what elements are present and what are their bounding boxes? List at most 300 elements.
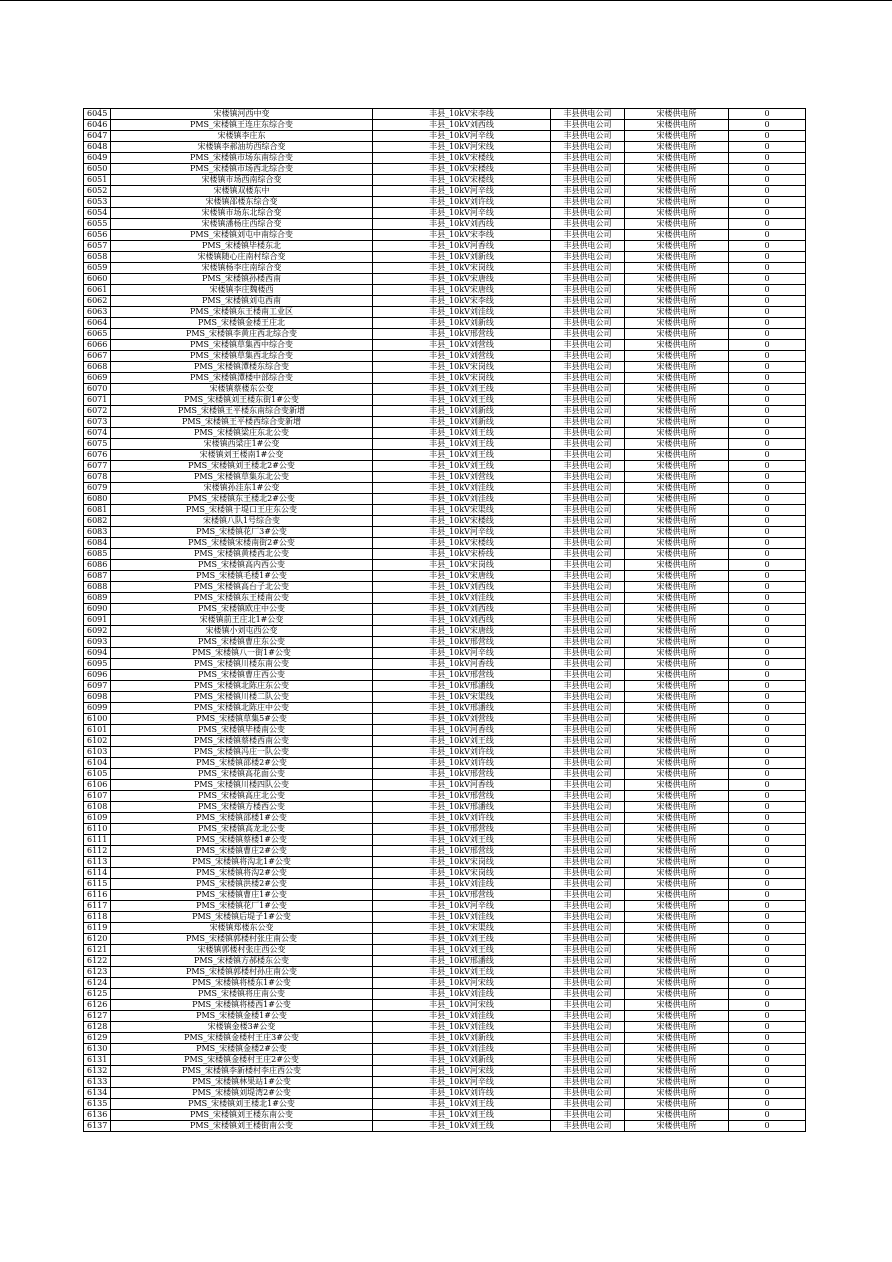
substation-name-cell: PMS_宋楼镇曹庄东公变 [111,637,373,648]
table-row [84,307,806,318]
line-name-cell: 丰县_10kV邢营线 [373,890,551,901]
line-name-cell: 丰县_10kV刘营线 [373,472,551,483]
row-id-cell: 6129 [84,1033,111,1044]
line-name-cell: 丰县_10kV宋唐线 [373,285,551,296]
table-row [84,692,806,703]
row-id-cell: 6083 [84,527,111,538]
company-cell: 丰县供电公司 [551,362,625,373]
value-cell: 0 [729,351,806,362]
station-cell: 宋楼供电所 [625,285,729,296]
station-cell: 宋楼供电所 [625,1011,729,1022]
table-row [84,835,806,846]
table-row [84,659,806,670]
station-cell: 宋楼供电所 [625,406,729,417]
row-id-cell: 6133 [84,1077,111,1088]
company-cell: 丰县供电公司 [551,593,625,604]
value-cell: 0 [729,241,806,252]
company-cell: 丰县供电公司 [551,802,625,813]
station-cell: 宋楼供电所 [625,208,729,219]
company-cell: 丰县供电公司 [551,516,625,527]
value-cell: 0 [729,747,806,758]
station-cell: 宋楼供电所 [625,1033,729,1044]
station-cell: 宋楼供电所 [625,120,729,131]
table-row [84,802,806,813]
company-cell: 丰县供电公司 [551,560,625,571]
substation-name-cell: 宋楼镇小刘屯西公变 [111,626,373,637]
station-cell: 宋楼供电所 [625,747,729,758]
value-cell: 0 [729,230,806,241]
value-cell: 0 [729,329,806,340]
value-cell: 0 [729,538,806,549]
company-cell: 丰县供电公司 [551,934,625,945]
company-cell: 丰县供电公司 [551,1066,625,1077]
value-cell: 0 [729,945,806,956]
line-name-cell: 丰县_10kV河辛线 [373,527,551,538]
substation-name-cell: PMS_宋楼镇将楼西1#公变 [111,1000,373,1011]
value-cell: 0 [729,428,806,439]
table-row [84,615,806,626]
substation-name-cell: PMS_宋楼镇曹庄1#公变 [111,890,373,901]
value-cell: 0 [729,175,806,186]
company-cell: 丰县供电公司 [551,252,625,263]
row-id-cell: 6093 [84,637,111,648]
line-name-cell: 丰县_10kV刘王线 [373,736,551,747]
line-name-cell: 丰县_10kV河辛线 [373,648,551,659]
station-cell: 宋楼供电所 [625,230,729,241]
substation-name-cell: PMS_宋楼镇蔡楼西南公变 [111,736,373,747]
company-cell: 丰县供电公司 [551,439,625,450]
station-cell: 宋楼供电所 [625,626,729,637]
table-row [84,362,806,373]
station-cell: 宋楼供电所 [625,593,729,604]
substation-name-cell: PMS_宋楼镇八一街1#公变 [111,648,373,659]
substation-name-cell: PMS_宋楼镇王连庄东综合变 [111,120,373,131]
company-cell: 丰县供电公司 [551,461,625,472]
value-cell: 0 [729,417,806,428]
value-cell: 0 [729,890,806,901]
row-id-cell: 6078 [84,472,111,483]
company-cell: 丰县供电公司 [551,901,625,912]
value-cell: 0 [729,956,806,967]
value-cell: 0 [729,791,806,802]
company-cell: 丰县供电公司 [551,417,625,428]
row-id-cell: 6082 [84,516,111,527]
value-cell: 0 [729,1121,806,1132]
line-name-cell: 丰县_10kV刘洼线 [373,494,551,505]
line-name-cell: 丰县_10kV邢潘线 [373,802,551,813]
row-id-cell: 6080 [84,494,111,505]
line-name-cell: 丰县_10kV河香线 [373,659,551,670]
company-cell: 丰县供电公司 [551,670,625,681]
row-id-cell: 6049 [84,153,111,164]
table-row [84,560,806,571]
substation-name-cell: PMS_宋楼镇林果站1#公变 [111,1077,373,1088]
company-cell: 丰县供电公司 [551,472,625,483]
row-id-cell: 6107 [84,791,111,802]
station-cell: 宋楼供电所 [625,461,729,472]
company-cell: 丰县供电公司 [551,450,625,461]
table-row [84,208,806,219]
value-cell: 0 [729,131,806,142]
row-id-cell: 6066 [84,340,111,351]
line-name-cell: 丰县_10kV邢营线 [373,637,551,648]
table-row [84,219,806,230]
station-cell: 宋楼供电所 [625,934,729,945]
line-name-cell: 丰县_10kV刘王线 [373,934,551,945]
line-name-cell: 丰县_10kV宋唐线 [373,274,551,285]
substation-name-cell: PMS_宋楼镇将楼东1#公变 [111,978,373,989]
station-cell: 宋楼供电所 [625,373,729,384]
line-name-cell: 丰县_10kV河香线 [373,725,551,736]
table-row [84,923,806,934]
table-row [84,175,806,186]
value-cell: 0 [729,285,806,296]
substation-name-cell: PMS_宋楼镇邵楼1#公变 [111,813,373,824]
line-name-cell: 丰县_10kV邢营线 [373,824,551,835]
row-id-cell: 6075 [84,439,111,450]
table-row [84,934,806,945]
station-cell: 宋楼供电所 [625,263,729,274]
table-row [84,879,806,890]
row-id-cell: 6137 [84,1121,111,1132]
line-name-cell: 丰县_10kV刘新线 [373,406,551,417]
company-cell: 丰县供电公司 [551,549,625,560]
substation-name-cell: 宋楼镇潘杨庄西综合变 [111,219,373,230]
station-cell: 宋楼供电所 [625,318,729,329]
row-id-cell: 6112 [84,846,111,857]
row-id-cell: 6123 [84,967,111,978]
line-name-cell: 丰县_10kV刘洼线 [373,1022,551,1033]
line-name-cell: 丰县_10kV刘西线 [373,120,551,131]
table-row [84,318,806,329]
station-cell: 宋楼供电所 [625,978,729,989]
row-id-cell: 6046 [84,120,111,131]
substation-name-cell: PMS_宋楼镇北陈庄中公变 [111,703,373,714]
line-name-cell: 丰县_10kV刘营线 [373,351,551,362]
row-id-cell: 6051 [84,175,111,186]
station-cell: 宋楼供电所 [625,241,729,252]
station-cell: 宋楼供电所 [625,736,729,747]
substation-name-cell: 宋楼镇李庄魏楼西 [111,285,373,296]
substation-name-cell: 宋楼镇双楼东中 [111,186,373,197]
substation-name-cell: 宋楼镇八队1号综合变 [111,516,373,527]
station-cell: 宋楼供电所 [625,164,729,175]
table-row [84,967,806,978]
company-cell: 丰县供电公司 [551,263,625,274]
company-cell: 丰县供电公司 [551,428,625,439]
company-cell: 丰县供电公司 [551,1011,625,1022]
value-cell: 0 [729,560,806,571]
table-row [84,703,806,714]
company-cell: 丰县供电公司 [551,120,625,131]
substation-name-cell: PMS_宋楼镇金楼2#公变 [111,1044,373,1055]
substation-name-cell: 宋楼镇郑楼东公变 [111,923,373,934]
company-cell: 丰县供电公司 [551,681,625,692]
station-cell: 宋楼供电所 [625,989,729,1000]
table-body [84,109,806,1132]
company-cell: 丰县供电公司 [551,538,625,549]
company-cell: 丰县供电公司 [551,274,625,285]
company-cell: 丰县供电公司 [551,989,625,1000]
station-cell: 宋楼供电所 [625,681,729,692]
station-cell: 宋楼供电所 [625,571,729,582]
company-cell: 丰县供电公司 [551,219,625,230]
line-name-cell: 丰县_10kV刘王线 [373,1099,551,1110]
station-cell: 宋楼供电所 [625,384,729,395]
row-id-cell: 6071 [84,395,111,406]
substation-name-cell: PMS_宋楼镇草集西北综合变 [111,351,373,362]
station-cell: 宋楼供电所 [625,1000,729,1011]
substation-name-cell: 宋楼镇杨李庄南综合变 [111,263,373,274]
value-cell: 0 [729,439,806,450]
row-id-cell: 6111 [84,835,111,846]
substation-name-cell: PMS_宋楼镇潭楼东综合变 [111,362,373,373]
value-cell: 0 [729,549,806,560]
table-row [84,384,806,395]
value-cell: 0 [729,736,806,747]
table-row [84,230,806,241]
table-row [84,142,806,153]
company-cell: 丰县供电公司 [551,1121,625,1132]
table-row [84,494,806,505]
company-cell: 丰县供电公司 [551,175,625,186]
station-cell: 宋楼供电所 [625,494,729,505]
value-cell: 0 [729,120,806,131]
table-row [84,406,806,417]
line-name-cell: 丰县_10kV刘洼线 [373,593,551,604]
value-cell: 0 [729,516,806,527]
value-cell: 0 [729,164,806,175]
station-cell: 宋楼供电所 [625,549,729,560]
substation-name-cell: 宋楼镇邵楼东综合变 [111,197,373,208]
table-row [84,109,806,120]
substation-name-cell: PMS_宋楼镇毛楼1#公变 [111,571,373,582]
line-name-cell: 丰县_10kV刘西线 [373,219,551,230]
table-row [84,274,806,285]
substation-name-cell: PMS_宋楼镇高内西公变 [111,560,373,571]
company-cell: 丰县供电公司 [551,164,625,175]
company-cell: 丰县供电公司 [551,846,625,857]
table-row [84,978,806,989]
value-cell: 0 [729,604,806,615]
company-cell: 丰县供电公司 [551,956,625,967]
station-cell: 宋楼供电所 [625,109,729,120]
company-cell: 丰县供电公司 [551,340,625,351]
line-name-cell: 丰县_10kV刘西线 [373,604,551,615]
table-row [84,604,806,615]
line-name-cell: 丰县_10kV刘洼线 [373,879,551,890]
line-name-cell: 丰县_10kV宋渠线 [373,923,551,934]
station-cell: 宋楼供电所 [625,923,729,934]
substation-name-cell: PMS_宋楼镇川楼东南公变 [111,659,373,670]
table-row [84,593,806,604]
substation-name-cell: PMS_宋楼镇李黄庄西北综合变 [111,329,373,340]
line-name-cell: 丰县_10kV刘洼线 [373,912,551,923]
table-row [84,527,806,538]
substation-name-cell: PMS_宋楼镇刘屯中南综合变 [111,230,373,241]
company-cell: 丰县供电公司 [551,1033,625,1044]
station-cell: 宋楼供电所 [625,175,729,186]
substation-name-cell: PMS_宋楼镇将沟北1#公变 [111,857,373,868]
station-cell: 宋楼供电所 [625,857,729,868]
table-row [84,285,806,296]
substation-name-cell: PMS_宋楼镇东王楼南工业区 [111,307,373,318]
station-cell: 宋楼供电所 [625,351,729,362]
company-cell: 丰县供电公司 [551,725,625,736]
substation-name-cell: PMS_宋楼镇高花面公变 [111,769,373,780]
line-name-cell: 丰县_10kV宋岗线 [373,362,551,373]
value-cell: 0 [729,824,806,835]
value-cell: 0 [729,637,806,648]
row-id-cell: 6132 [84,1066,111,1077]
value-cell: 0 [729,197,806,208]
value-cell: 0 [729,813,806,824]
line-name-cell: 丰县_10kV刘新线 [373,318,551,329]
table-row [84,197,806,208]
company-cell: 丰县供电公司 [551,945,625,956]
station-cell: 宋楼供电所 [625,1077,729,1088]
substation-name-cell: PMS_宋楼镇洪楼2#公变 [111,879,373,890]
station-cell: 宋楼供电所 [625,802,729,813]
substation-name-cell: PMS_宋楼镇刘王楼北2#公变 [111,461,373,472]
substation-name-cell: PMS_宋楼镇刘王楼北1#公变 [111,1099,373,1110]
company-cell: 丰县供电公司 [551,109,625,120]
row-id-cell: 6098 [84,692,111,703]
station-cell: 宋楼供电所 [625,472,729,483]
table-row [84,648,806,659]
value-cell: 0 [729,450,806,461]
substation-name-cell: PMS_宋楼镇草集西中综合变 [111,340,373,351]
line-name-cell: 丰县_10kV宋岗线 [373,373,551,384]
line-name-cell: 丰县_10kV刘洼线 [373,1011,551,1022]
row-id-cell: 6094 [84,648,111,659]
value-cell: 0 [729,340,806,351]
station-cell: 宋楼供电所 [625,428,729,439]
company-cell: 丰县供电公司 [551,835,625,846]
line-name-cell: 丰县_10kV河辛线 [373,208,551,219]
table-row [84,131,806,142]
company-cell: 丰县供电公司 [551,406,625,417]
table-row [84,340,806,351]
substation-name-cell: 宋楼镇李郝油坊西综合变 [111,142,373,153]
line-name-cell: 丰县_10kV刘王线 [373,461,551,472]
value-cell: 0 [729,802,806,813]
value-cell: 0 [729,670,806,681]
row-id-cell: 6113 [84,857,111,868]
row-id-cell: 6134 [84,1088,111,1099]
station-cell: 宋楼供电所 [625,824,729,835]
line-name-cell: 丰县_10kV河辛线 [373,186,551,197]
company-cell: 丰县供电公司 [551,351,625,362]
station-cell: 宋楼供电所 [625,725,729,736]
company-cell: 丰县供电公司 [551,384,625,395]
table-row [84,461,806,472]
line-name-cell: 丰县_10kV刘许线 [373,747,551,758]
company-cell: 丰县供电公司 [551,1088,625,1099]
row-id-cell: 6122 [84,956,111,967]
line-name-cell: 丰县_10kV邢潘线 [373,956,551,967]
substation-name-cell: 宋楼镇李庄东 [111,131,373,142]
value-cell: 0 [729,461,806,472]
row-id-cell: 6084 [84,538,111,549]
value-cell: 0 [729,593,806,604]
substation-name-cell: PMS_宋楼镇郭楼村张庄南公变 [111,934,373,945]
row-id-cell: 6059 [84,263,111,274]
row-id-cell: 6050 [84,164,111,175]
station-cell: 宋楼供电所 [625,791,729,802]
substation-name-cell: PMS_宋楼镇将沟2#公变 [111,868,373,879]
company-cell: 丰县供电公司 [551,153,625,164]
station-cell: 宋楼供电所 [625,648,729,659]
line-name-cell: 丰县_10kV宋楼线 [373,538,551,549]
table-row [84,956,806,967]
table-row [84,164,806,175]
value-cell: 0 [729,109,806,120]
line-name-cell: 丰县_10kV邢营线 [373,791,551,802]
line-name-cell: 丰县_10kV刘新线 [373,417,551,428]
line-name-cell: 丰县_10kV宋楼线 [373,164,551,175]
company-cell: 丰县供电公司 [551,626,625,637]
line-name-cell: 丰县_10kV河宋线 [373,978,551,989]
company-cell: 丰县供电公司 [551,703,625,714]
table-row [84,1077,806,1088]
substation-name-cell: PMS_宋楼镇高台子北公变 [111,582,373,593]
station-cell: 宋楼供电所 [625,538,729,549]
line-name-cell: 丰县_10kV河辛线 [373,131,551,142]
station-cell: 宋楼供电所 [625,329,729,340]
row-id-cell: 6099 [84,703,111,714]
table-row [84,373,806,384]
line-name-cell: 丰县_10kV刘营线 [373,714,551,725]
line-name-cell: 丰县_10kV邢潘线 [373,681,551,692]
line-name-cell: 丰县_10kV宋岗线 [373,868,551,879]
line-name-cell: 丰县_10kV刘王线 [373,945,551,956]
value-cell: 0 [729,857,806,868]
value-cell: 0 [729,1088,806,1099]
row-id-cell: 6120 [84,934,111,945]
station-cell: 宋楼供电所 [625,483,729,494]
company-cell: 丰县供电公司 [551,736,625,747]
row-id-cell: 6114 [84,868,111,879]
value-cell: 0 [729,1077,806,1088]
table-row [84,483,806,494]
company-cell: 丰县供电公司 [551,637,625,648]
substation-name-cell: PMS_宋楼镇梁庄东北公变 [111,428,373,439]
station-cell: 宋楼供电所 [625,967,729,978]
line-name-cell: 丰县_10kV宋李线 [373,109,551,120]
substation-name-cell: 宋楼镇市场西南综合变 [111,175,373,186]
substation-name-cell: PMS_宋楼镇东王楼北2#公变 [111,494,373,505]
line-name-cell: 丰县_10kV刘新线 [373,1033,551,1044]
row-id-cell: 6055 [84,219,111,230]
row-id-cell: 6076 [84,450,111,461]
row-id-cell: 6047 [84,131,111,142]
row-id-cell: 6056 [84,230,111,241]
company-cell: 丰县供电公司 [551,1055,625,1066]
company-cell: 丰县供电公司 [551,758,625,769]
company-cell: 丰县供电公司 [551,967,625,978]
value-cell: 0 [729,406,806,417]
line-name-cell: 丰县_10kV刘王线 [373,1110,551,1121]
substation-name-cell: PMS_宋楼镇将庄南公变 [111,989,373,1000]
substation-name-cell: PMS_宋楼镇金楼王庄北 [111,318,373,329]
substation-name-cell: PMS_宋楼镇草集5#公变 [111,714,373,725]
table-row [84,1121,806,1132]
company-cell: 丰县供电公司 [551,978,625,989]
station-cell: 宋楼供电所 [625,813,729,824]
company-cell: 丰县供电公司 [551,329,625,340]
value-cell: 0 [729,505,806,516]
